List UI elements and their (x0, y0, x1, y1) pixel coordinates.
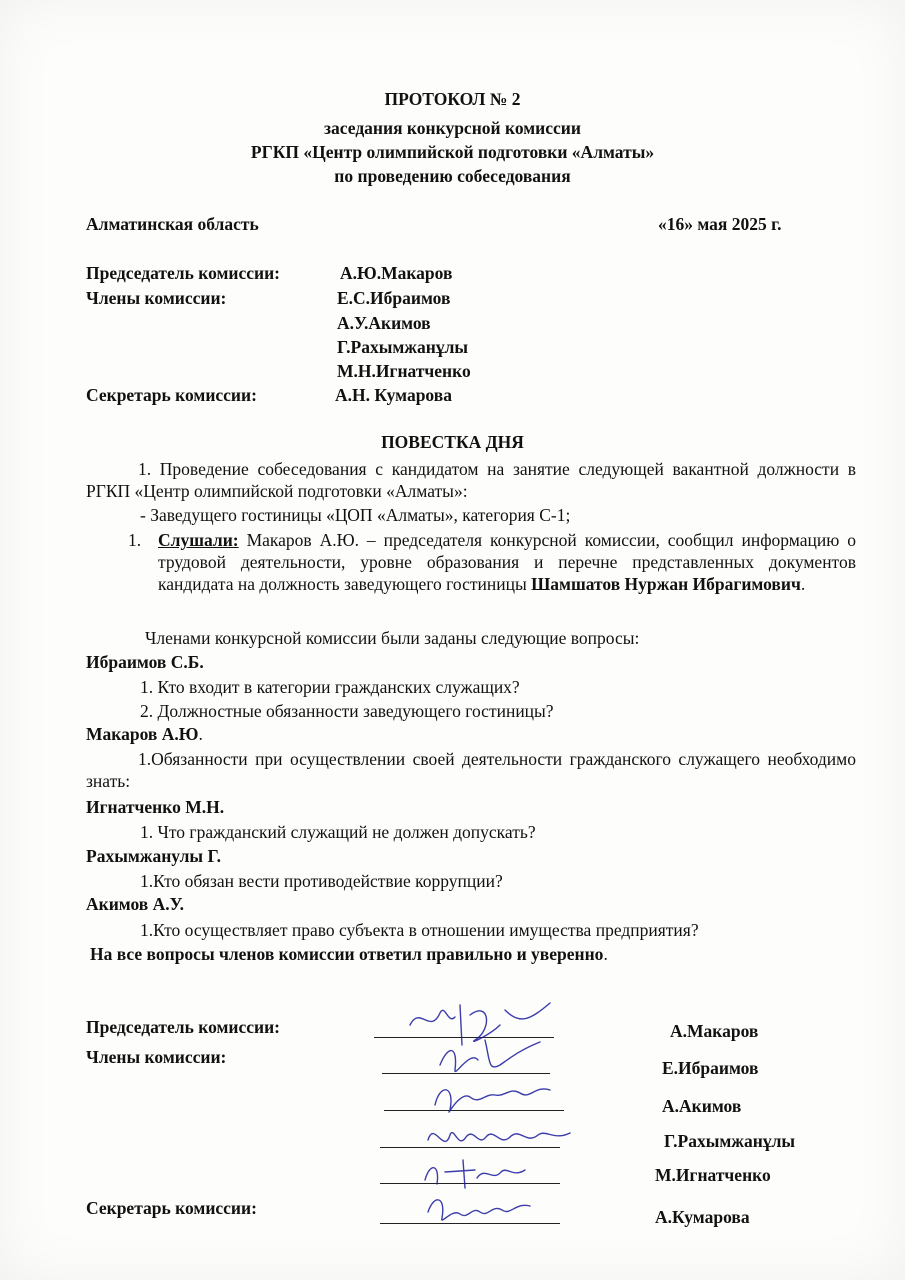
heard-label: Слушали: (158, 530, 239, 550)
subtitle-line-2: РГКП «Центр олимпийской подготовки «Алматы» (250, 142, 655, 162)
conclusion-end: . (603, 944, 608, 964)
member-name: А.У.Акимов (337, 313, 431, 333)
question-item: 1.Кто осуществляет право субъекта в отношении имущества предприятия? (140, 920, 699, 940)
date: «16» мая 2025 г. (658, 214, 782, 234)
sign-chair-label: Председатель комиссии: (86, 1017, 281, 1037)
questioner-name: Ибраимов С.Б. (86, 652, 204, 672)
member-name: М.Н.Игнатченко (337, 361, 471, 381)
sign-name: М.Игнатченко (655, 1165, 771, 1185)
question-item: 1. Кто входит в категории гражданских служащих? (140, 677, 520, 697)
signature-member-1-icon (430, 1030, 550, 1080)
sign-name: А.Кумарова (655, 1207, 750, 1227)
questioner-dot: . (198, 724, 203, 744)
questions-intro: Членами конкурсной комиссии были заданы следующие вопросы: (145, 628, 640, 648)
signature-secretary-icon (420, 1188, 540, 1228)
candidate-name: Шамшатов Нуржан Ибрагимович (531, 574, 801, 594)
subtitle-line-3: по проведению собеседования (334, 166, 571, 186)
questioner-name: Рахымжанулы Г. (86, 846, 222, 866)
questioner-name: Акимов А.У. (86, 894, 185, 914)
secretary-name: А.Н. Кумарова (335, 385, 452, 405)
question-item: 1.Обязанности при осуществлении своей деятельности гражданского служащего необходимо знать: (86, 749, 856, 791)
vacant-position: - Заведущего гостиницы «ЦОП «Алматы», категория С-1; (140, 505, 571, 525)
document-title: ПРОТОКОЛ № 2 (384, 89, 521, 109)
sign-secretary-label: Секретарь комиссии: (86, 1198, 257, 1218)
signature-member-2-icon (425, 1075, 575, 1120)
heard-paragraph (158, 529, 856, 595)
signature-member-4-icon (415, 1152, 535, 1192)
question-item: 2. Должностные обязанности заведующего гостиницы? (140, 701, 554, 721)
agenda-item-1: 1. Проведение собеседования с кандидатом на занятие следующей вакантной должности в РГКП «Центр олимпийской подготовки «Алматы»: (86, 459, 856, 501)
sign-name: А.Акимов (662, 1096, 742, 1116)
secretary-label: Секретарь комиссии: (86, 385, 257, 405)
conclusion: На все вопросы членов комиссии ответил правильно и уверенно (90, 944, 604, 964)
chair-name: А.Ю.Макаров (340, 263, 453, 283)
sign-members-label: Члены комиссии: (86, 1047, 227, 1067)
questioner-line (86, 723, 203, 745)
sign-name: Е.Ибраимов (662, 1058, 759, 1078)
sign-name: Г.Рахымжанұлы (664, 1131, 796, 1151)
member-name: Г.Рахымжанұлы (337, 337, 469, 357)
member-name: Е.С.Ибраимов (337, 288, 451, 308)
place: Алматинская область (86, 214, 259, 234)
question-item: 1.Кто обязан вести противодействие коррупции? (140, 871, 503, 891)
sign-name: А.Макаров (670, 1021, 759, 1041)
agenda-title: ПОВЕСТКА ДНЯ (381, 432, 524, 452)
conclusion-line (90, 943, 608, 965)
questioner-name: Макаров А.Ю (86, 724, 199, 744)
members-label: Члены комиссии: (86, 288, 227, 308)
subtitle-line-1: заседания конкурсной комиссии (324, 118, 581, 138)
chair-label: Председатель комиссии: (86, 263, 281, 283)
heard-number: 1. (128, 530, 142, 550)
heard-text: Макаров А.Ю. – председателя конкурсной комиссии, сообщил информацию о трудовой деятельности, уровне образования и перечне представленных документов кандидата на должность заведующего гостиницы (158, 530, 856, 594)
questioner-name: Игнатченко М.Н. (86, 797, 225, 817)
candidate-end: . (800, 574, 806, 594)
question-item: 1. Что гражданский служащий не должен допускать? (140, 822, 536, 842)
